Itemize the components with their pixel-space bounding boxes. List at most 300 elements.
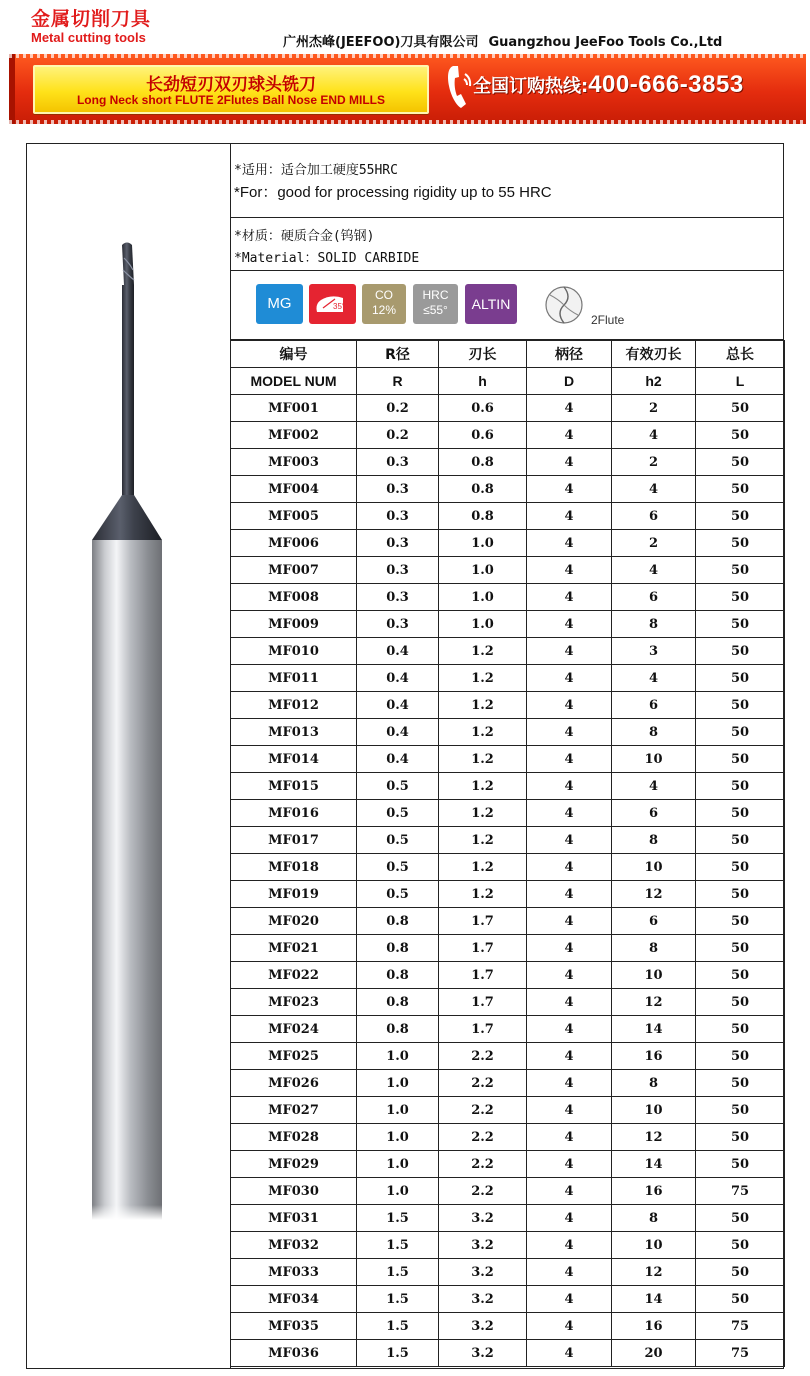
table-row xyxy=(231,1286,785,1313)
cobalt-badge xyxy=(362,284,406,324)
brand-name-en: Metal cutting tools xyxy=(31,30,146,45)
table-row xyxy=(231,1097,785,1124)
hotline-number: 400-666-3853 xyxy=(588,71,744,98)
cell-flute-length: 1.7 xyxy=(439,989,527,1016)
header-effective-length: 有效刃长 xyxy=(612,341,696,368)
flute-label: 2Flute xyxy=(591,313,625,327)
cell-shank-diameter: 4 xyxy=(527,908,612,935)
cell-shank-diameter: 4 xyxy=(527,800,612,827)
banner-edge-bottom xyxy=(9,120,806,124)
cell-effective-length: 6 xyxy=(612,692,696,719)
table-row xyxy=(231,557,785,584)
cell-flute-length: 1.7 xyxy=(439,1016,527,1043)
cell-radius: 1.0 xyxy=(357,1178,439,1205)
cell-model: MF033 xyxy=(231,1259,357,1286)
cell-shank-diameter: 4 xyxy=(527,1286,612,1313)
cell-flute-length: 0.6 xyxy=(439,395,527,422)
company-name-en: Guangzhou JeeFoo Tools Co.,Ltd xyxy=(488,35,723,50)
cell-flute-length: 1.2 xyxy=(439,665,527,692)
cell-overall-length: 50 xyxy=(696,989,785,1016)
cell-overall-length: 50 xyxy=(696,395,785,422)
cell-shank-diameter: 4 xyxy=(527,1097,612,1124)
cell-radius: 1.5 xyxy=(357,1340,439,1367)
cell-model: MF005 xyxy=(231,503,357,530)
cell-overall-length: 50 xyxy=(696,449,785,476)
table-row xyxy=(231,476,785,503)
cell-model: MF008 xyxy=(231,584,357,611)
cell-radius: 1.0 xyxy=(357,1097,439,1124)
cell-effective-length: 16 xyxy=(612,1043,696,1070)
cell-model: MF017 xyxy=(231,827,357,854)
banner-edge-top xyxy=(9,54,806,58)
cell-radius: 0.8 xyxy=(357,935,439,962)
cell-shank-diameter: 4 xyxy=(527,854,612,881)
cell-effective-length: 8 xyxy=(612,1205,696,1232)
cell-effective-length: 6 xyxy=(612,800,696,827)
application-info xyxy=(230,143,784,218)
cell-flute-length: 3.2 xyxy=(439,1259,527,1286)
cell-shank-diameter: 4 xyxy=(527,665,612,692)
cell-overall-length: 50 xyxy=(696,1097,785,1124)
spec-table xyxy=(230,340,785,1367)
cell-effective-length: 2 xyxy=(612,449,696,476)
table-row xyxy=(231,1313,785,1340)
company-name-cn: 广州杰峰(JEEFOO)刀具有限公司 xyxy=(283,35,479,50)
cell-effective-length: 6 xyxy=(612,584,696,611)
cell-radius: 0.3 xyxy=(357,476,439,503)
cell-shank-diameter: 4 xyxy=(527,1016,612,1043)
cell-radius: 1.0 xyxy=(357,1043,439,1070)
cell-model: MF021 xyxy=(231,935,357,962)
cell-flute-length: 3.2 xyxy=(439,1286,527,1313)
cell-model: MF013 xyxy=(231,719,357,746)
helix-angle-badge xyxy=(309,284,356,324)
cell-shank-diameter: 4 xyxy=(527,1124,612,1151)
cell-shank-diameter: 4 xyxy=(527,1151,612,1178)
cell-radius: 1.5 xyxy=(357,1232,439,1259)
cell-flute-length: 2.2 xyxy=(439,1070,527,1097)
cobalt-badge-bottom: 12% xyxy=(371,303,397,317)
cell-flute-length: 2.2 xyxy=(439,1043,527,1070)
table-row xyxy=(231,1259,785,1286)
cell-overall-length: 50 xyxy=(696,1259,785,1286)
material-cn: *材质：硬质合金(钨钢) xyxy=(234,229,375,244)
cell-shank-diameter: 4 xyxy=(527,584,612,611)
cell-effective-length: 4 xyxy=(612,476,696,503)
cell-shank-diameter: 4 xyxy=(527,1178,612,1205)
cell-shank-diameter: 4 xyxy=(527,989,612,1016)
cell-radius: 1.5 xyxy=(357,1313,439,1340)
cell-shank-diameter: 4 xyxy=(527,746,612,773)
cell-overall-length: 50 xyxy=(696,638,785,665)
cell-effective-length: 8 xyxy=(612,827,696,854)
brand-logo xyxy=(31,8,151,45)
cell-shank-diameter: 4 xyxy=(527,881,612,908)
cell-model: MF020 xyxy=(231,908,357,935)
cell-flute-length: 1.2 xyxy=(439,746,527,773)
cell-shank-diameter: 4 xyxy=(527,692,612,719)
cell-flute-length: 0.8 xyxy=(439,476,527,503)
cell-flute-length: 1.2 xyxy=(439,827,527,854)
table-row xyxy=(231,611,785,638)
cell-effective-length: 10 xyxy=(612,962,696,989)
cell-flute-length: 1.2 xyxy=(439,854,527,881)
cell-overall-length: 50 xyxy=(696,746,785,773)
cell-effective-length: 3 xyxy=(612,638,696,665)
cell-overall-length: 50 xyxy=(696,773,785,800)
cell-overall-length: 50 xyxy=(696,476,785,503)
cell-overall-length: 50 xyxy=(696,908,785,935)
cell-shank-diameter: 4 xyxy=(527,1259,612,1286)
cell-radius: 1.5 xyxy=(357,1205,439,1232)
cell-model: MF006 xyxy=(231,530,357,557)
header-radius: R xyxy=(357,368,439,395)
cell-model: MF022 xyxy=(231,962,357,989)
cell-flute-length: 1.0 xyxy=(439,530,527,557)
cell-overall-length: 75 xyxy=(696,1340,785,1367)
cell-radius: 0.5 xyxy=(357,827,439,854)
header-overall-length: 总长 xyxy=(696,341,785,368)
cell-effective-length: 4 xyxy=(612,422,696,449)
product-title-box xyxy=(33,65,429,114)
cell-shank-diameter: 4 xyxy=(527,1232,612,1259)
cell-model: MF015 xyxy=(231,773,357,800)
cell-flute-length: 1.2 xyxy=(439,773,527,800)
cell-radius: 0.3 xyxy=(357,584,439,611)
cell-flute-length: 1.2 xyxy=(439,881,527,908)
cell-shank-diameter: 4 xyxy=(527,638,612,665)
table-row xyxy=(231,719,785,746)
cell-flute-length: 1.7 xyxy=(439,962,527,989)
cell-effective-length: 10 xyxy=(612,746,696,773)
cell-overall-length: 50 xyxy=(696,827,785,854)
cell-radius: 1.0 xyxy=(357,1151,439,1178)
cell-model: MF032 xyxy=(231,1232,357,1259)
cell-radius: 0.2 xyxy=(357,395,439,422)
table-row xyxy=(231,584,785,611)
cell-effective-length: 2 xyxy=(612,395,696,422)
table-row xyxy=(231,1070,785,1097)
helix-angle-icon xyxy=(309,284,356,324)
cell-radius: 0.4 xyxy=(357,692,439,719)
cell-radius: 0.4 xyxy=(357,719,439,746)
cell-model: MF010 xyxy=(231,638,357,665)
cell-shank-diameter: 4 xyxy=(527,1205,612,1232)
cell-flute-length: 0.6 xyxy=(439,422,527,449)
hotline xyxy=(473,71,744,99)
cell-model: MF003 xyxy=(231,449,357,476)
cell-overall-length: 50 xyxy=(696,1286,785,1313)
cell-radius: 0.8 xyxy=(357,1016,439,1043)
cell-radius: 1.5 xyxy=(357,1259,439,1286)
table-row xyxy=(231,449,785,476)
cell-radius: 0.5 xyxy=(357,800,439,827)
table-row xyxy=(231,530,785,557)
cell-model: MF036 xyxy=(231,1340,357,1367)
cell-overall-length: 50 xyxy=(696,557,785,584)
cell-effective-length: 10 xyxy=(612,1097,696,1124)
cell-effective-length: 8 xyxy=(612,935,696,962)
cell-overall-length: 50 xyxy=(696,1016,785,1043)
cell-flute-length: 3.2 xyxy=(439,1232,527,1259)
cell-flute-length: 3.2 xyxy=(439,1205,527,1232)
cell-flute-length: 3.2 xyxy=(439,1340,527,1367)
cell-effective-length: 12 xyxy=(612,881,696,908)
cell-radius: 0.2 xyxy=(357,422,439,449)
table-row xyxy=(231,1124,785,1151)
cell-model: MF001 xyxy=(231,395,357,422)
table-row xyxy=(231,854,785,881)
cell-model: MF014 xyxy=(231,746,357,773)
feature-icons xyxy=(230,271,784,340)
table-row xyxy=(231,1205,785,1232)
cell-model: MF004 xyxy=(231,476,357,503)
cell-overall-length: 50 xyxy=(696,503,785,530)
table-row xyxy=(231,773,785,800)
cell-effective-length: 4 xyxy=(612,665,696,692)
cell-model: MF029 xyxy=(231,1151,357,1178)
cell-flute-length: 0.8 xyxy=(439,449,527,476)
phone-icon xyxy=(445,62,475,112)
altin-coating-badge: ALTIN xyxy=(465,284,517,324)
cell-effective-length: 12 xyxy=(612,989,696,1016)
cell-shank-diameter: 4 xyxy=(527,1043,612,1070)
cell-shank-diameter: 4 xyxy=(527,962,612,989)
header-shank-diameter: D xyxy=(527,368,612,395)
header-flute-length: h xyxy=(439,368,527,395)
cell-model: MF007 xyxy=(231,557,357,584)
table-row xyxy=(231,1232,785,1259)
material-en: *Material：SOLID CARBIDE xyxy=(234,251,420,266)
table-row xyxy=(231,827,785,854)
cell-flute-length: 1.0 xyxy=(439,584,527,611)
cell-model: MF025 xyxy=(231,1043,357,1070)
cell-effective-length: 16 xyxy=(612,1178,696,1205)
cell-model: MF030 xyxy=(231,1178,357,1205)
cell-model: MF016 xyxy=(231,800,357,827)
hrc-badge-top: HRC xyxy=(422,288,449,302)
cell-effective-length: 16 xyxy=(612,1313,696,1340)
cell-flute-length: 0.8 xyxy=(439,503,527,530)
cell-overall-length: 50 xyxy=(696,584,785,611)
table-row xyxy=(231,935,785,962)
product-title-cn: 长劲短刃双刃球头铣刀 xyxy=(146,75,316,95)
table-row xyxy=(231,638,785,665)
cell-shank-diameter: 4 xyxy=(527,1070,612,1097)
cell-shank-diameter: 4 xyxy=(527,935,612,962)
apply-cn: *适用：适合加工硬度55HRC xyxy=(234,163,398,178)
two-flute-icon xyxy=(542,277,590,331)
cell-model: MF024 xyxy=(231,1016,357,1043)
cell-model: MF018 xyxy=(231,854,357,881)
header-flute-length: 刃长 xyxy=(439,341,527,368)
cell-overall-length: 50 xyxy=(696,665,785,692)
cell-radius: 0.3 xyxy=(357,611,439,638)
table-row xyxy=(231,746,785,773)
cell-model: MF012 xyxy=(231,692,357,719)
cell-flute-length: 2.2 xyxy=(439,1124,527,1151)
table-row xyxy=(231,665,785,692)
header-overall-length: L xyxy=(696,368,785,395)
cell-model: MF023 xyxy=(231,989,357,1016)
cell-effective-length: 14 xyxy=(612,1286,696,1313)
cell-shank-diameter: 4 xyxy=(527,422,612,449)
table-row xyxy=(231,1151,785,1178)
header-effective-length: h2 xyxy=(612,368,696,395)
cell-overall-length: 50 xyxy=(696,692,785,719)
cell-overall-length: 50 xyxy=(696,1124,785,1151)
company-name xyxy=(283,31,732,50)
table-row xyxy=(231,692,785,719)
cell-flute-length: 3.2 xyxy=(439,1313,527,1340)
header-model: MODEL NUM xyxy=(231,368,357,395)
banner-edge-left xyxy=(9,54,15,124)
cell-radius: 0.8 xyxy=(357,962,439,989)
cell-radius: 0.5 xyxy=(357,773,439,800)
material-info xyxy=(230,218,784,271)
cell-model: MF031 xyxy=(231,1205,357,1232)
cell-flute-length: 1.0 xyxy=(439,611,527,638)
cell-radius: 0.3 xyxy=(357,449,439,476)
cell-model: MF027 xyxy=(231,1097,357,1124)
table-row xyxy=(231,989,785,1016)
cell-radius: 1.5 xyxy=(357,1286,439,1313)
header-model: 编号 xyxy=(231,341,357,368)
cell-model: MF011 xyxy=(231,665,357,692)
cell-radius: 0.5 xyxy=(357,881,439,908)
mg-badge: MG xyxy=(256,284,303,324)
cell-radius: 0.8 xyxy=(357,908,439,935)
cell-shank-diameter: 4 xyxy=(527,503,612,530)
cell-effective-length: 4 xyxy=(612,773,696,800)
cell-shank-diameter: 4 xyxy=(527,557,612,584)
cell-shank-diameter: 4 xyxy=(527,530,612,557)
cell-shank-diameter: 4 xyxy=(527,476,612,503)
cell-model: MF019 xyxy=(231,881,357,908)
cell-effective-length: 6 xyxy=(612,908,696,935)
product-title-en: Long Neck short FLUTE 2Flutes Ball Nose END MILLS xyxy=(76,93,386,107)
header-shank-diameter: 柄径 xyxy=(527,341,612,368)
title-banner xyxy=(9,54,806,124)
cell-radius: 0.8 xyxy=(357,989,439,1016)
table-header-cn xyxy=(231,341,785,368)
cell-model: MF028 xyxy=(231,1124,357,1151)
cell-effective-length: 8 xyxy=(612,719,696,746)
table-row xyxy=(231,1043,785,1070)
cell-radius: 0.5 xyxy=(357,854,439,881)
cell-shank-diameter: 4 xyxy=(527,449,612,476)
cell-overall-length: 50 xyxy=(696,1043,785,1070)
cell-flute-length: 2.2 xyxy=(439,1151,527,1178)
cell-overall-length: 50 xyxy=(696,719,785,746)
cell-effective-length: 2 xyxy=(612,530,696,557)
cell-model: MF002 xyxy=(231,422,357,449)
cell-overall-length: 50 xyxy=(696,1070,785,1097)
cell-effective-length: 12 xyxy=(612,1259,696,1286)
cell-effective-length: 6 xyxy=(612,503,696,530)
cell-flute-length: 1.2 xyxy=(439,800,527,827)
cell-effective-length: 10 xyxy=(612,854,696,881)
table-row xyxy=(231,1340,785,1367)
table-row xyxy=(231,1178,785,1205)
hrc-badge xyxy=(413,284,458,324)
end-mill-image xyxy=(84,240,170,1220)
cell-radius: 1.0 xyxy=(357,1070,439,1097)
table-row xyxy=(231,800,785,827)
cell-effective-length: 12 xyxy=(612,1124,696,1151)
table-header-en xyxy=(231,368,785,395)
cell-overall-length: 75 xyxy=(696,1313,785,1340)
cell-overall-length: 50 xyxy=(696,854,785,881)
cell-overall-length: 50 xyxy=(696,881,785,908)
helix-angle-text: 35° xyxy=(333,302,346,311)
cell-radius: 0.4 xyxy=(357,638,439,665)
cell-effective-length: 4 xyxy=(612,557,696,584)
header-radius: R径 xyxy=(357,341,439,368)
cell-radius: 0.3 xyxy=(357,557,439,584)
cell-effective-length: 8 xyxy=(612,611,696,638)
table-row xyxy=(231,881,785,908)
cell-model: MF034 xyxy=(231,1286,357,1313)
apply-en: *For：good for processing rigidity up to 55 HRC xyxy=(234,184,552,201)
table-row xyxy=(231,1016,785,1043)
hrc-badge-bottom: ≤55° xyxy=(423,303,448,317)
cell-effective-length: 10 xyxy=(612,1232,696,1259)
cell-shank-diameter: 4 xyxy=(527,1340,612,1367)
brand-name-cn: 金属切削刀具 xyxy=(31,8,152,30)
cell-shank-diameter: 4 xyxy=(527,611,612,638)
cell-effective-length: 14 xyxy=(612,1016,696,1043)
cell-flute-length: 1.0 xyxy=(439,557,527,584)
cell-overall-length: 50 xyxy=(696,800,785,827)
cell-flute-length: 2.2 xyxy=(439,1178,527,1205)
cell-overall-length: 50 xyxy=(696,1151,785,1178)
cell-model: MF035 xyxy=(231,1313,357,1340)
table-row xyxy=(231,503,785,530)
cell-radius: 1.0 xyxy=(357,1124,439,1151)
cell-overall-length: 50 xyxy=(696,935,785,962)
cell-overall-length: 50 xyxy=(696,611,785,638)
cell-shank-diameter: 4 xyxy=(527,773,612,800)
cobalt-badge-top: CO xyxy=(375,288,393,302)
cell-flute-length: 1.2 xyxy=(439,692,527,719)
hotline-label: 全国订购热线: xyxy=(473,76,589,97)
cell-overall-length: 50 xyxy=(696,422,785,449)
cell-radius: 0.3 xyxy=(357,530,439,557)
cell-flute-length: 1.2 xyxy=(439,638,527,665)
cell-overall-length: 50 xyxy=(696,530,785,557)
cell-overall-length: 50 xyxy=(696,1205,785,1232)
cell-flute-length: 1.2 xyxy=(439,719,527,746)
table-row xyxy=(231,422,785,449)
cell-model: MF026 xyxy=(231,1070,357,1097)
cell-model: MF009 xyxy=(231,611,357,638)
cell-shank-diameter: 4 xyxy=(527,1313,612,1340)
cell-overall-length: 50 xyxy=(696,1232,785,1259)
cell-effective-length: 8 xyxy=(612,1070,696,1097)
table-row xyxy=(231,908,785,935)
table-row xyxy=(231,962,785,989)
cell-radius: 0.3 xyxy=(357,503,439,530)
cell-overall-length: 75 xyxy=(696,1178,785,1205)
cell-effective-length: 20 xyxy=(612,1340,696,1367)
cell-overall-length: 50 xyxy=(696,962,785,989)
cell-flute-length: 1.7 xyxy=(439,935,527,962)
cell-shank-diameter: 4 xyxy=(527,827,612,854)
cell-radius: 0.4 xyxy=(357,746,439,773)
cell-effective-length: 14 xyxy=(612,1151,696,1178)
cell-flute-length: 1.7 xyxy=(439,908,527,935)
